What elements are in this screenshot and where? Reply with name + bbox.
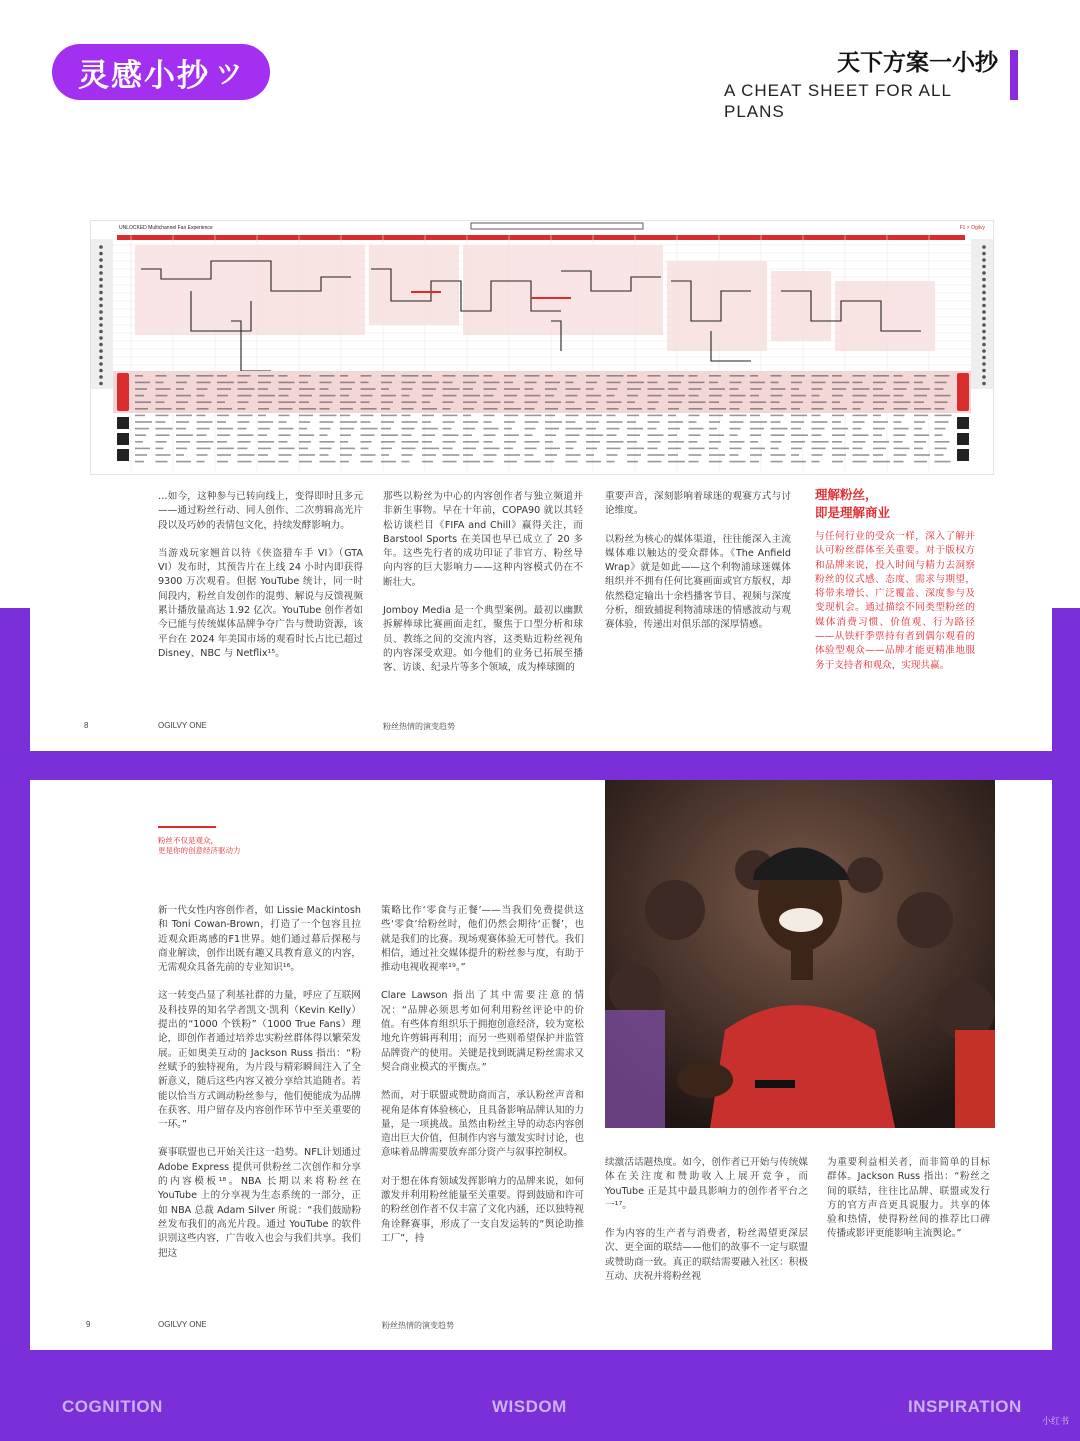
purple-frame-left [0,608,30,1350]
kicker-text: 粉丝不仅是观众， 更是你的创意经济驱动力 [158,836,241,855]
brand-mark: ツ [215,59,244,90]
header-subtitle: A CHEAT SHEET FOR ALL PLANS [724,81,952,121]
footer-brand: OGILVY ONE [158,721,207,730]
watermark: 小红书 [1042,1417,1070,1427]
purple-frame-right [1052,608,1080,1350]
paragraph: 当游戏玩家翘首以待《侠盗猎车手 VI》（GTA VI）发布时，其预告片在上线 24 小时内即获得 9300 万次观看。但据 YouTube 统计，同一时间段内，粉丝自发创作的混剪、解说与反馈视频累计播放量高达 1.92 亿次。YouTube 创作者如今已能与传统媒体品牌争夺广告与赞助资源，该平台在 2024 年美国市场的观看时长占比已超过 Disney、NBC 与 Netflix¹⁵。 [158,547,363,659]
footer-title: 粉丝热情的演变趋势 [383,722,455,731]
page-spread-top [30,210,1052,751]
section-heading: 理解粉丝， 即是理解商业 [815,487,891,520]
paragraph: 以粉丝为核心的媒体渠道，往往能深入主流媒体难以触达的受众群体。《The Anfield Wrap》就是如此——这个利物浦球迷媒体组织并不拥有任何比赛画面或官方版权，却依然稳定输出十余档播客节目、视频与深度分析，细致捕捉利物浦球迷的情感波动与观赛体验，传递出对俱乐部的深厚情感。 [605,533,791,631]
page-spread-bottom [30,780,1052,1350]
paragraph: Clare Lawson 指出了其中需要注意的情况：“品牌必须思考如何利用粉丝评论中的价值。有些体育组织乐于拥抱创意经济，较为宽松地允许剪辑再利用；而另一些则希望保护并监管品牌资产的使用。关键是找到既满足粉丝需求又契合商业模式的平衡点。” [381,990,584,1073]
article-column-1 [158,904,361,1275]
brand-logo [52,44,270,100]
brand-name: 灵感小抄 [77,57,210,94]
header-accent-bar [1010,50,1018,100]
highlight-column [815,530,975,687]
paragraph: 为重要利益相关者，而非简单的目标群体。Jackson Russ 指出：“粉丝之间的联结，往往比品牌、联盟或发行方的官方声音更具说服力。共享的体验和热情，使得粉丝间的推荐比口碑传播或影评更能影响主流舆论。” [827,1157,990,1240]
paragraph: 作为内容的生产者与消费者，粉丝渴望更深层次、更全面的联结——他们的故事不一定与联盟或赞助商一致。真正的联结需要融入社区：积极互动、庆祝并将粉丝视 [605,1228,808,1283]
kicker-rule [158,826,216,828]
article-column-1 [158,490,363,675]
fans-cheering-photo [605,780,995,1128]
paragraph: 赛事联盟也已开始关注这一趋势。NFL计划通过 Adobe Express 提供可供粉丝二次创作和分享的内容模板¹⁸。NBA 长期以来将粉丝在 YouTube 上的分享视为生态系统的一部分，正如 NBA 总裁 Adam Silver 所说：“我们鼓励粉丝发布我们的高光片段。通过 YouTube 的软件识别这些内容，广告收入也会与我们共享。我们把这 [158,1147,361,1259]
paragraph: 策略比作‘零食与正餐’——当我们免费提供这些‘零食’给粉丝时，他们仍然会期待‘正餐’，也就是我们的比赛。现场观赛体验无可替代。我们相信，通过社交媒体提升的粉丝参与度，有助于推动电视收视率¹⁹。” [381,905,584,974]
page-number: 8 [84,721,89,730]
paragraph: 对于想在体育领域发挥影响力的品牌来说，如何激发并利用粉丝能量至关重要。得到鼓励和许可的粉丝创作者不仅丰富了文化内涵，还以独特视角诠释赛事，形成了一支自发运转的“舆论助推工厂”，持 [381,1175,584,1244]
article-column-2 [381,904,584,1260]
journey-map-graphic [91,221,994,475]
paragraph: 新一代女性内容创作者，如 Lissie Mackintosh 和 Toni Cowan-Brown，打造了一个包容且拉近观众距离感的F1世界。她们通过幕后探秘与商业解读，创作出既有趣又具教育意义的内容，无需观众具备先前的专业知识¹⁶。 [158,905,361,974]
paragraph: 这一转变凸显了利基社群的力量，呼应了互联网及科技界的知名学者凯文·凯利（Kevin Kelly）提出的“1000 个铁粉”（1000 True Fans）理论，即创作者通过培养忠实粉丝群体得以繁荣发展。正如奥美互动的 Jackson Russ 指出：“粉丝赋予的独特视角，为片段与精彩瞬间注入了全新意义，随后这些内容又被分享给其追随者。若能以恰当方式调动粉丝参与，他们便能成为品牌在获客、用户留存及内容创作环节中至关重要的一环。” [158,990,361,1131]
paragraph: 那些以粉丝为中心的内容创作者与独立频道并非新生事物。早在十年前，COPA90 就以其轻松访谈栏目《FIFA and Chill》赢得关注，而 Barstool Sports 在美国也早已成立了 20 多年。这些先行者的成功印证了非官方、粉丝导向内容的巨大影响力——这种内容模式仍在不断壮大。 [383,491,583,588]
footer-title: 粉丝热情的演变趋势 [382,1321,454,1330]
purple-band-bottom [0,1350,1080,1441]
journey-map [90,220,994,475]
header-title: 天下方案一小抄 [837,50,998,76]
paragraph: 续激活话题热度。如今，创作者已开始与传统媒体在关注度和赞助收入上展开竞争，而 YouTube 正是其中最具影响力的创作者平台之一¹⁷。 [605,1157,808,1211]
bottom-label-wisdom: WISDOM [492,1397,567,1416]
article-column-2 [383,490,583,690]
bottom-label-inspiration: INSPIRATION [908,1397,1022,1416]
journey-map-logo: F1 × Ogilvy [959,225,985,231]
article-column-3 [605,1156,808,1298]
bottom-label-cognition: COGNITION [62,1397,163,1416]
paragraph: 然而，对于联盟或赞助商而言，承认粉丝声音和视角是体育体验核心，且具备影响品牌认知的力量，是一项挑战。虽然由粉丝主导的动态内容创造出巨大价值，但制作内容与激发实时讨论，也意味着品牌需要放弃部分资产与叙事控制权。 [381,1090,584,1159]
paragraph: 重要声音，深刻影响着球迷的观赛方式与讨论维度。 [605,491,791,517]
article-column-3 [605,490,791,647]
highlight-paragraph: 与任何行业的受众一样，深入了解并认可粉丝群体至关重要。对于版权方和品牌来说，投入时间与精力去洞察粉丝的仪式感、态度、需求与期望，将带来增长、广泛覆盖、深度参与及变现机会。通过描绘不同类型粉丝的媒体消费习惯、价值观、行为路径——从铁杆季票持有者到偶尔观看的体验型观众——品牌才能更精准地服务于支持者和观众，实现共赢。 [815,531,975,671]
journey-map-title: UNLOCKED Multichannel Fan Experience [119,225,213,231]
footer-brand: OGILVY ONE [158,1320,207,1329]
article-column-4 [827,1156,990,1256]
page-number: 9 [86,1320,91,1329]
paragraph: …如今，这种参与已转向线上，变得即时且多元——通过粉丝行动、同人创作、二次剪辑高光片段以及巧妙的表情包文化，持续发酵影响力。 [158,491,363,531]
paragraph: Jomboy Media 是一个典型案例。最初以幽默拆解棒球比赛画面走红，聚焦于口型分析和球员、教练之间的交流内容，这类贴近粉丝视角的内容深受欢迎。如今他们的业务已拓展至播客、访谈、纪录片等多个领域，成为棒球圈的 [383,605,583,674]
